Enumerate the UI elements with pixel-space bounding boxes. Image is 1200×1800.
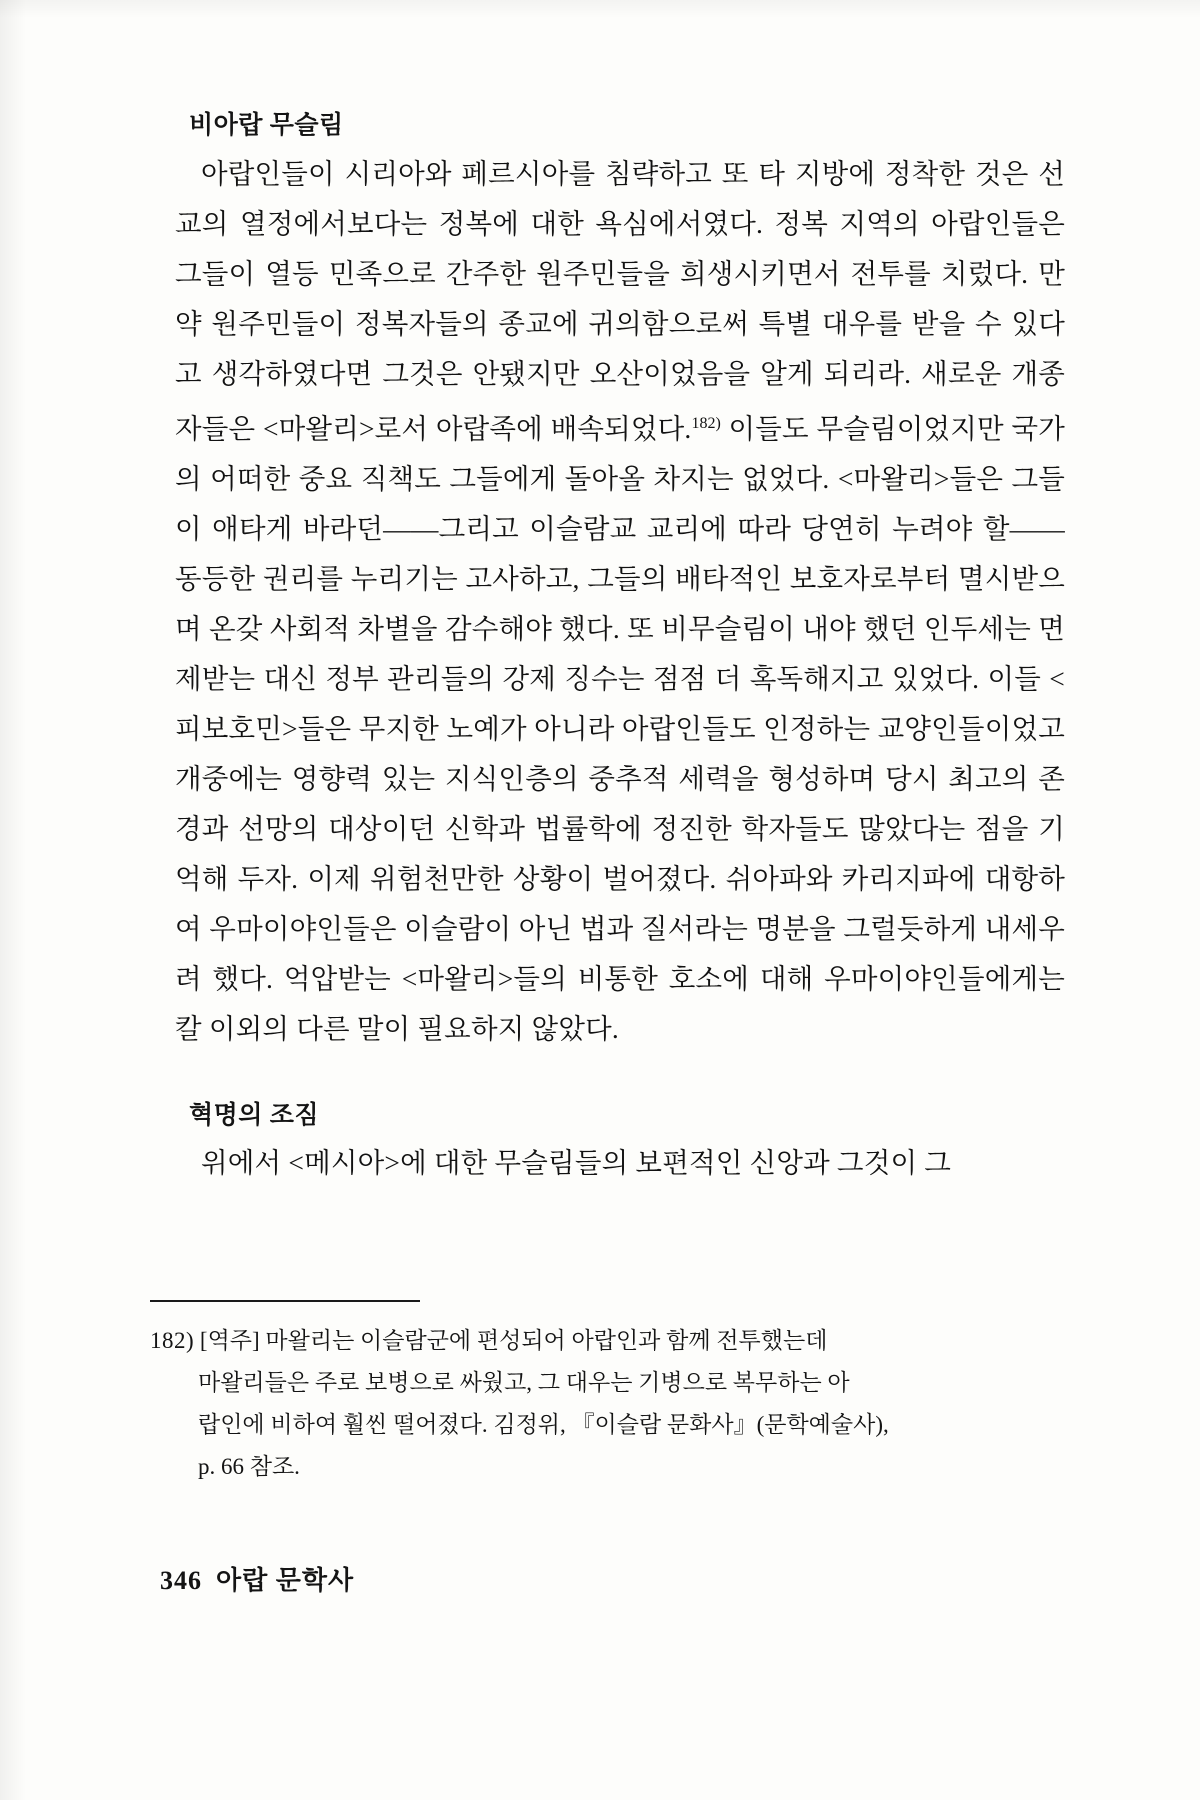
section-spacer — [175, 1054, 1065, 1100]
scan-edge-shadow-top — [0, 0, 1200, 18]
scan-edge-shadow-left — [0, 0, 26, 1800]
folio-book-title: 아랍 문학사 — [216, 1566, 355, 1595]
footnote-separator-rule — [150, 1300, 420, 1302]
footnote-reference-182[interactable]: 182) — [691, 414, 721, 432]
footnote-number: 182) — [150, 1328, 195, 1353]
paragraph-text-part-1: 아랍인들이 시리아와 페르시아를 침략하고 또 타 지방에 정착한 것은 선교의 열정에서보다는 정복에 대한 욕심에서였다. 정복 지역의 아랍인들은 그들이 열등 민족으로 간주한 원주민들을 희생시키면서 전투를 치렀다. 만약 원주민들이 정복자들의 종교에 귀의함으로써 특별 대우를 받을 수 있다고 생각하였다면 그것은 안됐지만 오산이었음을 알게 되리라. 새로운 개종자들은 <마왈리>로서 아랍족에 배속되었다. — [175, 157, 1065, 444]
footnote-line-4: p. 66 참조. — [198, 1454, 300, 1479]
paragraph-text-part-2: 이들도 무슬림이었지만 국가의 어떠한 중요 직책도 그들에게 돌아올 차지는 없었다. <마왈리>들은 그들이 애타게 바라던——그리고 이슬람교 교리에 따라 당연히 누려야 할—— 동등한 권리를 누리기는 고사하고, 그들의 배타적인 보호자로부터 멸시받으며 온갖 사회적 차별을 감수해야 했다. 또 비무슬림이 내야 했던 인두세는 면제받는 대신 정부 관리들의 강제 징수는 점점 더 혹독해지고 있었다. 이들 <피보호민>들은 무지한 노예가 아니라 아랍인들도 인정하는 교양인들이었고 개중에는 영향력 있는 지식인층의 중추적 세력을 형성하며 당시 최고의 존경과 선망의 대상이던 신학과 법률학에 정진한 학자들도 많았다는 점을 기억해 두자. 이제 위험천만한 상황이 벌어졌다. 쉬아파와 카리지파에 대항하여 우마이야인들은 이슬람이 아닌 법과 질서라는 명분을 그럴듯하게 내세우려 했다. 억압받는 <마왈리>들의 비통한 호소에 대해 우마이야인들에게는 칼 이외의 다른 말이 필요하지 않았다. — [175, 412, 1065, 1044]
section-heading-non-arab-muslims: 비아랍 무슬림 — [189, 112, 344, 139]
page-body — [175, 110, 1065, 1188]
paragraph-non-arab-muslims — [175, 149, 1065, 1054]
paragraph-signs-of-revolution — [175, 1138, 1065, 1188]
footnote-line-2: 마왈리들은 주로 보병으로 싸웠고, 그 대우는 기병으로 복무하는 아 — [198, 1370, 850, 1395]
page-footer-folio — [160, 1560, 354, 1597]
footnote-line-3: 랍인에 비하여 훨씬 떨어졌다. 김정위, 『이슬람 문화사』(문학예술사), — [198, 1412, 889, 1437]
section-heading-signs-of-revolution: 혁명의 조짐 — [189, 1101, 320, 1129]
paragraph-text-2: 위에서 <메시아>에 대한 무슬림들의 보편적인 신앙과 그것이 그 — [201, 1147, 952, 1179]
footnote-area — [150, 1300, 1070, 1488]
folio-page-number: 346 — [160, 1566, 202, 1595]
footnote-182 — [150, 1320, 1070, 1488]
footnote-line-1: [역주] 마왈리는 이슬람군에 편성되어 아랍인과 함께 전투했는데 — [199, 1328, 828, 1353]
